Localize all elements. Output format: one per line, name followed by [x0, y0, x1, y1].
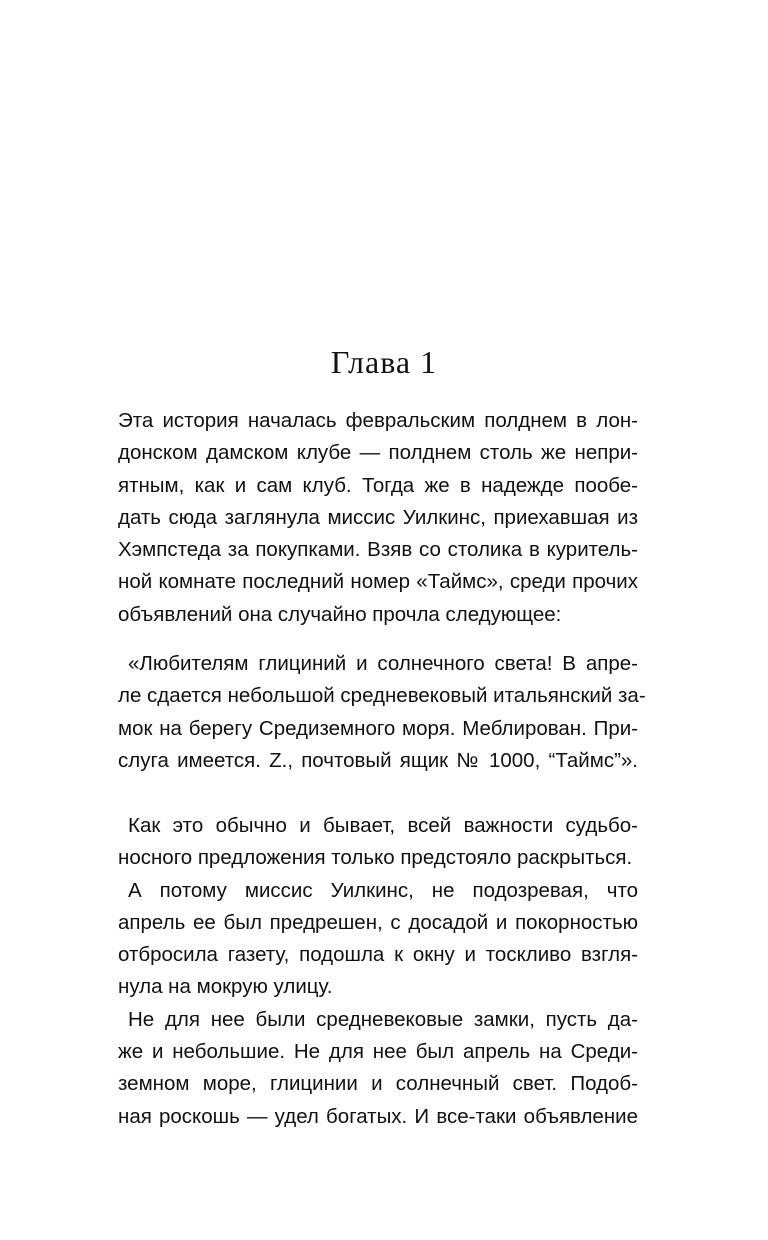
text-line: земном море, глицинии и солнечный свет. Подоб- — [118, 1072, 638, 1096]
text-line: донском дамском клубе — полднем столь же непри- — [118, 441, 638, 465]
text-line: слуга имеется. Z., почтовый ящик № 1000, “Таймс”». — [118, 748, 638, 772]
text-line: дать сюда заглянула миссис Уилкинс, приехавшая из — [118, 505, 638, 529]
advertisement-quote — [118, 648, 646, 777]
text-line: Не для нее были средневековые замки, пусть да- — [128, 1007, 638, 1031]
paragraph-opening — [118, 405, 638, 631]
text-line: Хэмпстеда за покупками. Взяв со столика в куритель- — [118, 538, 638, 562]
text-line: мок на берегу Средиземного моря. Меблирован. При- — [118, 716, 638, 740]
text-line: объявлений она случайно прочла следующее: — [118, 602, 562, 626]
text-line: А потому миссис Уилкинс, не подозревая, что — [128, 878, 638, 902]
text-line: отбросила газету, подошла к окну и тоскливо взгля- — [118, 943, 638, 967]
text-line: носного предложения только предстояло раскрыться. — [118, 846, 633, 870]
text-line: апрель ее был предрешен, с досадой и покорностью — [118, 910, 638, 934]
text-line: ятным, как и сам клуб. Тогда же в надежде пообе- — [118, 473, 638, 497]
text-line: ной комнате последний номер «Таймс», среди прочих — [118, 570, 638, 594]
text-line: же и небольшие. Не для нее был апрель на Среди- — [118, 1040, 638, 1064]
text-line: ная роскошь — удел богатых. И все-таки объявление — [118, 1104, 638, 1128]
text-line: ле сдается небольшой средневековый итальянский за- — [118, 684, 646, 708]
text-line: Эта история началась февральским полднем в лон- — [118, 409, 638, 432]
text-line: Как это обычно и бывает, всей важности судьбо- — [128, 814, 638, 837]
chapter-title: Глава 1 — [330, 344, 438, 380]
text-line: «Любителям глициний и солнечного света! В апре- — [128, 652, 638, 675]
paragraph-continuation — [118, 810, 638, 1133]
text-line: нула на мокрую улицу. — [118, 975, 333, 999]
